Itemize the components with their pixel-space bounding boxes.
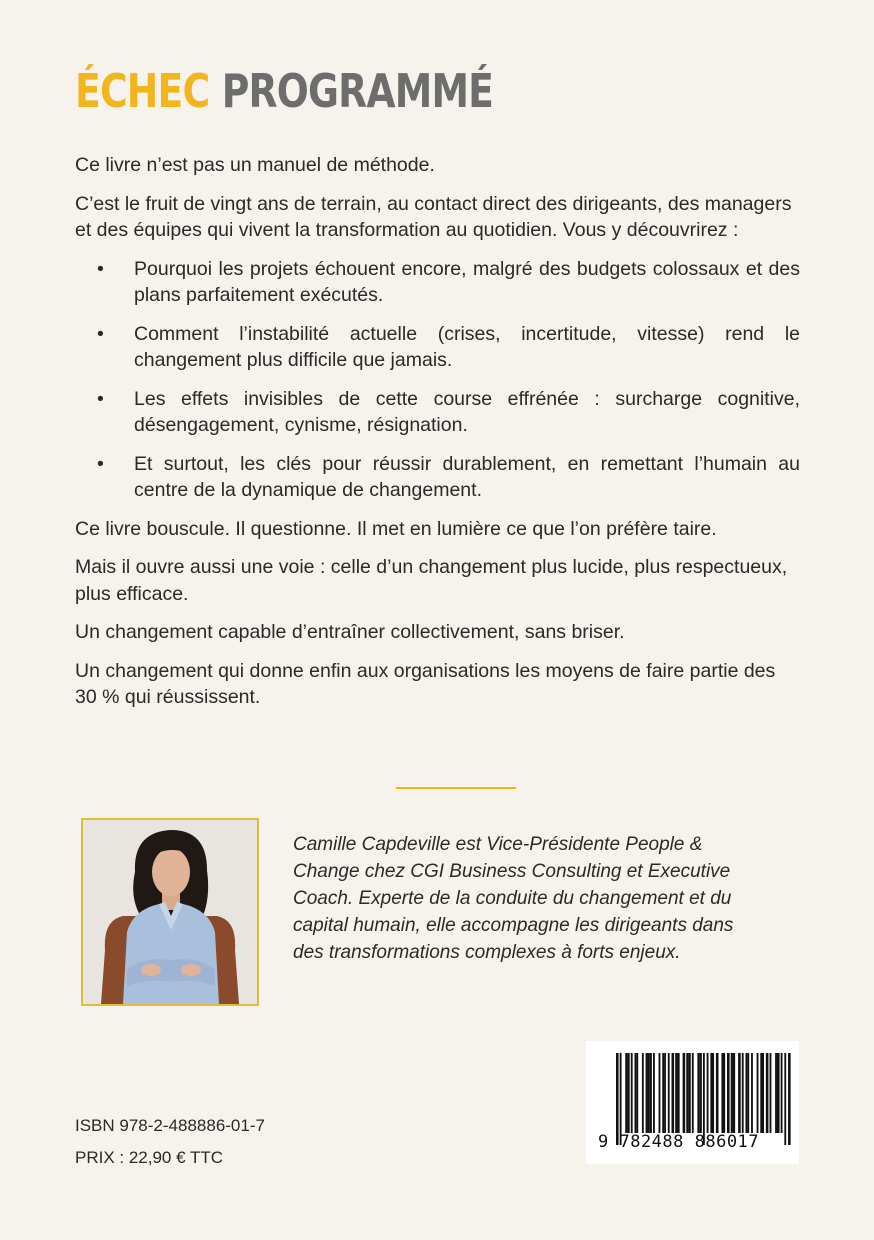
barcode-bar — [757, 1053, 759, 1133]
isbn: ISBN 978-2-488886-01-7 — [75, 1116, 265, 1135]
blurb-paragraph: Mais il ouvre aussi une voie : celle d’un changement plus lucide, plus respectueux, plus efficace. — [75, 556, 788, 605]
barcode-bar — [688, 1053, 691, 1133]
barcode-bar — [716, 1053, 719, 1133]
barcode-bar — [668, 1053, 670, 1133]
bullet-marker: • — [97, 387, 104, 410]
barcode-bar — [653, 1053, 655, 1133]
title-word-echec: ÉCHEC — [75, 64, 210, 118]
barcode-bar — [642, 1053, 644, 1133]
bullet-item — [75, 321, 800, 374]
barcode-bar — [751, 1053, 753, 1133]
barcode-bar — [627, 1053, 630, 1133]
author-bio: Camille Capdeville est Vice-Présidente People & Change chez CGI Business Consulting et Executive Coach. Experte de la conduite du changement et du capital humain, elle accompagne les dirigeants dans des transformations complexes à forts enjeux. — [293, 834, 734, 963]
section-divider — [396, 787, 516, 789]
bullet-item — [75, 256, 800, 309]
barcode-bar — [738, 1053, 741, 1133]
barcode-bar — [762, 1053, 764, 1133]
barcode-bar — [692, 1053, 694, 1133]
blurb-paragraph: Un changement qui donne enfin aux organisations les moyens de faire partie des 30 % qui réussissent. — [75, 659, 776, 708]
barcode-bar — [677, 1053, 680, 1133]
blurb — [75, 152, 800, 723]
barcode-bar — [683, 1053, 686, 1133]
barcode-bar — [723, 1053, 725, 1133]
barcode-digits: 9 782488 886017 — [598, 1132, 760, 1152]
author-portrait-illustration — [83, 820, 257, 1004]
barcode-bar — [727, 1053, 730, 1133]
barcode-bar — [733, 1053, 736, 1133]
price: PRIX : 22,90 € TTC — [75, 1148, 224, 1167]
bullet-text: Pourquoi les projets échouent encore, malgré des budgets colossaux et des plans parfaitement exécutés. — [134, 257, 800, 306]
bullet-marker: • — [97, 257, 104, 280]
barcode-bar — [664, 1053, 666, 1133]
barcode-bar — [777, 1053, 780, 1133]
blurb-paragraph: C’est le fruit de vingt ans de terrain, au contact direct des dirigeants, des managers et des équipes qui vivent la transformation au quotidien. Vous y découvrirez : — [75, 192, 792, 241]
barcode-bar — [675, 1053, 677, 1133]
barcode-bar — [649, 1053, 652, 1133]
bullet-item — [75, 451, 800, 504]
barcode-bar — [781, 1053, 783, 1133]
blurb-paragraph: Ce livre bouscule. Il questionne. Il met en lumière ce que l’on préfère taire. — [75, 517, 717, 540]
bullet-marker: • — [97, 452, 104, 475]
barcode-bar — [766, 1053, 769, 1133]
barcode-bar — [635, 1053, 637, 1133]
blurb-paragraph: Ce livre n’est pas un manuel de méthode. — [75, 154, 435, 176]
barcode-bar — [731, 1053, 733, 1133]
title-word-programme: PROGRAMMÉ — [221, 64, 494, 118]
barcode-bar — [742, 1053, 744, 1133]
barcode-bar — [636, 1053, 638, 1133]
bullet-text: Les effets invisibles de cette course effrénée : surcharge cognitive, désengagement, cynisme, résignation. — [134, 387, 800, 436]
barcode-bar — [746, 1053, 748, 1133]
barcode-bar — [659, 1053, 661, 1133]
barcode-bar — [697, 1053, 699, 1133]
barcode-bar — [707, 1053, 709, 1133]
barcode-bar — [672, 1053, 675, 1133]
barcode-bar — [646, 1053, 648, 1133]
barcode-bar — [647, 1053, 649, 1133]
barcode-bar — [631, 1053, 633, 1133]
barcode-bar — [770, 1053, 772, 1133]
barcode-bar — [788, 1053, 791, 1145]
barcode-bar — [625, 1053, 627, 1133]
barcode-bar — [662, 1053, 664, 1133]
bullet-marker: • — [97, 322, 104, 345]
author-photo — [81, 818, 259, 1006]
barcode-bar — [775, 1053, 777, 1133]
bullet-item — [75, 386, 800, 439]
book-title — [75, 64, 493, 118]
barcode-bar — [747, 1053, 749, 1133]
barcode-bar — [686, 1053, 688, 1133]
blurb-paragraph: Un changement capable d’entraîner collectivement, sans briser. — [75, 621, 625, 643]
bullet-text: Comment l’instabilité actuelle (crises, incertitude, vitesse) rend le changement plus difficile que jamais. — [134, 322, 800, 371]
barcode-bar — [712, 1053, 714, 1133]
bullet-text: Et surtout, les clés pour réussir durablement, en remettant l’humain au centre de la dynamique de changement. — [134, 452, 800, 501]
barcode-bar — [699, 1053, 702, 1133]
bullet-list — [75, 256, 800, 504]
